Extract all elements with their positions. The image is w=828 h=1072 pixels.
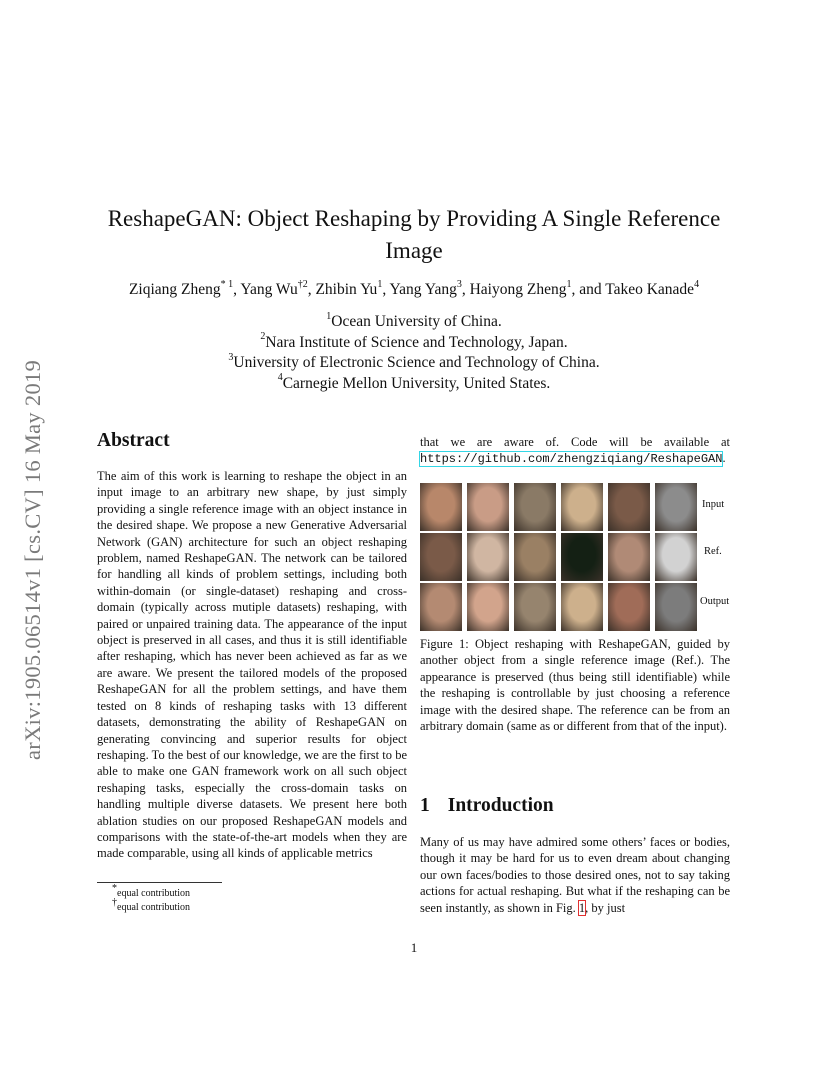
row-label-input: Input: [702, 499, 725, 510]
figure-thumbnail: [561, 483, 603, 531]
author-name: Zhibin Yu: [315, 281, 378, 298]
intro-paragraph: [420, 834, 730, 916]
affiliation-number: 4: [277, 372, 283, 384]
abstract-heading: Abstract: [97, 430, 170, 451]
figure-thumbnail: [514, 483, 556, 531]
abstract-continuation: [420, 434, 730, 468]
figure-thumbnail: [561, 533, 603, 581]
figure-thumbnail: [420, 483, 462, 531]
section-title: Introduction: [447, 795, 554, 816]
footnote-mark: *: [112, 882, 117, 894]
figure-thumbnail: [514, 583, 556, 631]
intro-text: Many of us may have admired some others’ faces or bodies, though it may be hard for us to even dream about changing our own faces/bodies to those desired ones, not to say taking actions for actual reshaping. But what if the reshaping can be seen instantly, as shown in Fig.: [420, 835, 730, 915]
footnote: [112, 882, 191, 901]
figure-thumbnail: [655, 583, 697, 631]
figure-caption: Figure 1: Object reshaping with ReshapeGAN, guided by another object from a single reference image (Ref.). The appearance is preserved (thus being still identifiable) while the reshaping is controllable by just choosing a reference image with the desired shape. The reference can be from an arbitrary domain (same as or different from that of the input).: [420, 637, 730, 734]
author-mark: * 1: [220, 278, 234, 290]
code-link[interactable]: https://github.com/zhengziqiang/ReshapeGAN: [420, 452, 723, 467]
figure-thumbnail: [608, 583, 650, 631]
figure-thumbnail: [608, 483, 650, 531]
footnote-mark: †: [112, 896, 117, 908]
figure-thumbnail: [561, 583, 603, 631]
author-mark: 3: [456, 278, 462, 290]
figure-1: [420, 483, 732, 633]
affiliation: [120, 333, 708, 354]
affiliation-number: 1: [326, 310, 332, 322]
intro-text-tail: , by just: [585, 900, 626, 915]
figure-thumbnail: [420, 533, 462, 581]
abstract-continuation-text: that we are aware of. Code will be available at: [420, 435, 730, 449]
figure-thumbnail: [655, 483, 697, 531]
affiliation: [120, 312, 708, 333]
affiliation-text: Ocean University of China.: [331, 313, 502, 330]
affiliation-list: [120, 312, 708, 394]
affiliation-number: 3: [228, 351, 234, 363]
code-link-suffix: .: [722, 451, 726, 466]
row-label-output: Output: [700, 596, 730, 607]
figure-reference-link[interactable]: 1: [578, 900, 586, 915]
author-name: Haiyong Zheng: [469, 281, 567, 298]
author-name: Yang Yang: [389, 281, 457, 298]
figure-thumbnail: [420, 583, 462, 631]
affiliation-text: Carnegie Mellon University, United States.: [282, 374, 551, 392]
footnote-text: equal contribution: [117, 902, 191, 913]
affiliation: [120, 374, 708, 395]
page-number: 1: [410, 940, 418, 955]
footnote-text: equal contribution: [117, 888, 191, 899]
affiliation-number: 2: [260, 331, 266, 343]
author-name: Yang Wu: [240, 281, 298, 298]
figure-thumbnail: [467, 483, 509, 531]
arxiv-stamp: arXiv:1905.06514v1 [cs.CV] 16 May 2019: [20, 359, 45, 760]
figure-thumbnail: [514, 533, 556, 581]
figure-thumbnail: [655, 533, 697, 581]
author-name: Ziqiang Zheng: [128, 281, 221, 298]
section-number: 1: [420, 795, 430, 816]
author-name: Takeo Kanade: [605, 281, 695, 298]
author-mark: 1: [566, 278, 572, 290]
abstract-body: The aim of this work is learning to reshape the object in an input image to an arbitrary new shape, by just simply providing a single reference image with an object instance in the desired shape. We propose a new Generative Adversarial Network (GAN) architecture for such an object reshaping problem, named ReshapeGAN. The network can be tailored for handling all kinds of problem settings, including both within-domain (or single-dataset) reshaping and cross-domain (typically across mutiple datasets) reshaping, with paired or unpaired training data. The appearance of the input object is preserved in all cases, and thus it is still identifiable after reshaping, which has never been achieved as far as we are aware. We present the tailored models of the proposed ReshapeGAN for all the problem settings, and have them tested on 8 kinds of reshaping tasks with 13 different datasets, demonstrating the ability of ReshapeGAN on generating convincing and superior results for object reshaping. To the best of our knowledge, we are the first to be able to make one GAN framework work on all such object reshaping tasks, especially the cross-domain tasks on handling multiple diverse datasets. We present here both ablation studies on our proposed ReshapeGAN models and comparisons with the state-of-the-art models when they are made comparable, using all kinds of applicable metrics: [97, 469, 407, 861]
author-mark: 4: [694, 278, 700, 290]
figure-thumbnail: [467, 583, 509, 631]
author-mark: †2: [297, 278, 308, 290]
row-label-ref: Ref.: [704, 546, 722, 557]
footnote: [112, 896, 191, 915]
author-mark: 1: [377, 278, 383, 290]
authors-joiner: and: [579, 281, 602, 298]
paper-title: ReshapeGAN: Object Reshaping by Providing A Single Reference Image: [107, 206, 721, 263]
affiliation: [120, 353, 708, 374]
affiliation-text: University of Electronic Science and Technology of China.: [233, 354, 600, 371]
affiliation-text: Nara Institute of Science and Technology, Japan.: [265, 333, 568, 351]
author-list: Ziqiang Zheng$^{* 1}$, Yang Wu$^{\dagger 2}$, Zhibin Yu$^1$, Yang Yang$^3$, Haiyong Zheng$^1$, and Takeo Kanade$^4$: [128, 278, 700, 298]
figure-thumbnail: [467, 533, 509, 581]
section-heading: [420, 795, 554, 817]
figure-thumbnail: [608, 533, 650, 581]
footnotes: [112, 882, 191, 915]
